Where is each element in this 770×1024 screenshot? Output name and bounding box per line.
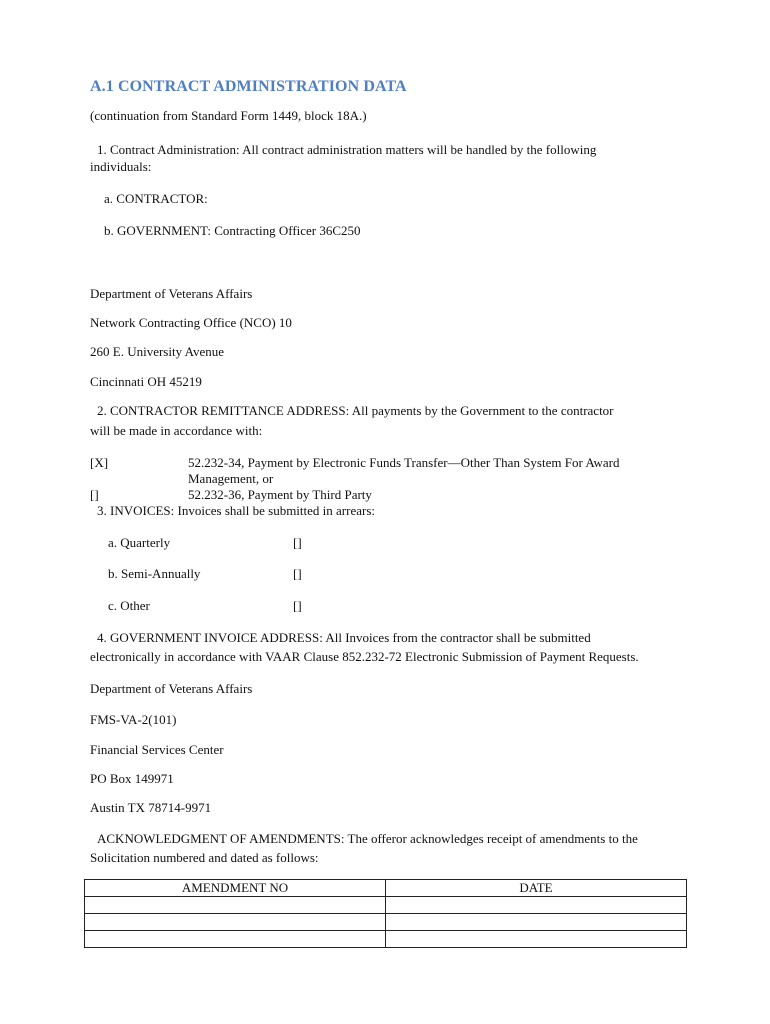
invoice-address-item: PO Box 149971 xyxy=(90,771,174,786)
date-cell[interactable] xyxy=(386,931,687,948)
gov-address-line: Department of Veterans Affairs xyxy=(90,286,253,301)
invoice-frequency-label: c. Other xyxy=(108,598,150,613)
acknowledgment-line2: Solicitation numbered and dated as follows: xyxy=(90,850,319,865)
gov-address-line: Cincinnati OH 45219 xyxy=(90,374,202,389)
amendment-no-cell[interactable] xyxy=(85,897,386,914)
date-cell[interactable] xyxy=(386,914,687,931)
invoices-line: 3. INVOICES: Invoices shall be submitted in arrears: xyxy=(97,503,375,518)
amendment-table xyxy=(84,879,687,948)
invoice-frequency-mark: [] xyxy=(293,598,302,613)
table-header-row xyxy=(85,880,687,897)
remittance-option-text: 52.232-36, Payment by Third Party xyxy=(188,487,372,502)
government-label: b. GOVERNMENT: Contracting Officer 36C250 xyxy=(104,223,361,238)
section-heading: A.1 CONTRACT ADMINISTRATION DATA xyxy=(90,78,407,95)
invoice-frequency-label: a. Quarterly xyxy=(108,535,171,550)
invoice-address-line2: electronically in accordance with VAAR Clause 852.232-72 Electronic Submission of Payment Requests. xyxy=(90,649,639,664)
invoice-address-item: FMS-VA-2(101) xyxy=(90,712,177,727)
gov-address-line: 260 E. University Avenue xyxy=(90,344,225,359)
invoice-frequency-mark: [] xyxy=(293,566,302,581)
contractor-label: a. CONTRACTOR: xyxy=(104,191,208,206)
gov-address-line: Network Contracting Office (NCO) 10 xyxy=(90,315,292,330)
amendment-no-cell[interactable] xyxy=(85,931,386,948)
table-row xyxy=(85,914,687,931)
invoice-address-line1: 4. GOVERNMENT INVOICE ADDRESS: All Invoices from the contractor shall be submitted xyxy=(97,630,591,645)
invoice-address-item: Austin TX 78714-9971 xyxy=(90,800,212,815)
invoice-frequency-label: b. Semi-Annually xyxy=(108,566,201,581)
remittance-line1: 2. CONTRACTOR REMITTANCE ADDRESS: All payments by the Government to the contractor xyxy=(97,403,614,418)
date-cell[interactable] xyxy=(386,897,687,914)
continuation-note: (continuation from Standard Form 1449, block 18A.) xyxy=(90,108,367,123)
remittance-line2: will be made in accordance with: xyxy=(90,423,263,438)
column-header-date: DATE xyxy=(386,880,687,897)
remittance-option-mark: [X] xyxy=(90,455,109,470)
remittance-option-text: 52.232-34, Payment by Electronic Funds Transfer—Other Than System For Award xyxy=(188,455,620,470)
column-header-amendment-no: AMENDMENT NO xyxy=(85,880,386,897)
contract-administration-line1: 1. Contract Administration: All contract administration matters will be handled by the following xyxy=(97,142,597,157)
amendment-no-cell[interactable] xyxy=(85,914,386,931)
invoice-address-item: Financial Services Center xyxy=(90,742,224,757)
acknowledgment-line1: ACKNOWLEDGMENT OF AMENDMENTS: The offeror acknowledges receipt of amendments to the xyxy=(97,831,638,846)
remittance-option-mark: [] xyxy=(90,487,99,502)
table-row xyxy=(85,897,687,914)
invoice-frequency-mark: [] xyxy=(293,535,302,550)
contract-administration-line2: individuals: xyxy=(90,159,152,174)
table-row xyxy=(85,931,687,948)
remittance-option-text: Management, or xyxy=(188,471,274,486)
invoice-address-item: Department of Veterans Affairs xyxy=(90,681,253,696)
